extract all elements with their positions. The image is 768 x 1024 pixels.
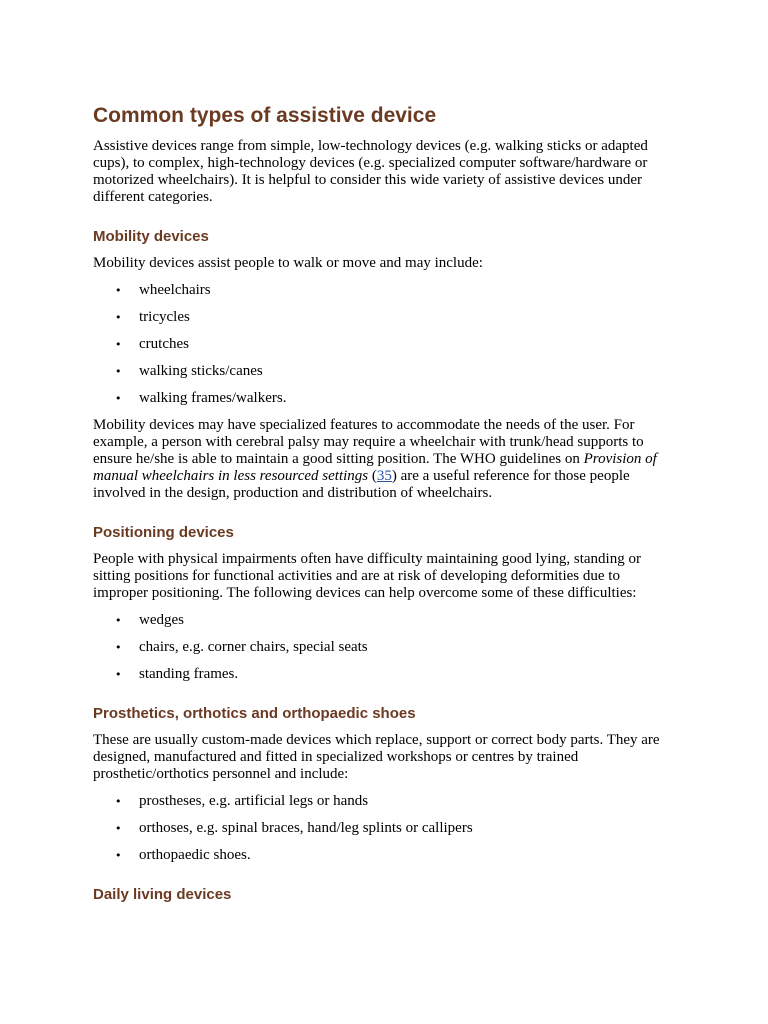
list-item <box>93 363 673 380</box>
intro-paragraph: Assistive devices range from simple, low-technology devices (e.g. walking sticks or adapted cups), to complex, high-technology devices (e.g. specialized computer software/hardware or motorized wheelchairs). It is helpful to consider this wide variety of assistive devices under different categories. <box>93 138 648 205</box>
bullet-icon: • <box>115 365 122 378</box>
positioning-heading: Positioning devices <box>93 524 234 541</box>
prosthetics-heading: Prosthetics, orthotics and orthopaedic shoes <box>93 705 416 722</box>
bullet-icon: • <box>115 668 122 681</box>
list-item-text: standing frames. <box>139 666 239 682</box>
page-title: Common types of assistive device <box>93 104 437 127</box>
bullet-icon: • <box>115 392 122 405</box>
list-item <box>93 666 673 683</box>
list-item <box>93 390 673 407</box>
list-item-text: prostheses, e.g. artificial legs or hands <box>139 793 369 809</box>
mobility-body-text-2: ) are a useful reference for those people involved in the design, production and distribution of wheelchairs. <box>93 468 630 501</box>
list-item-text: chairs, e.g. corner chairs, special seats <box>139 639 368 655</box>
list-item <box>93 847 673 864</box>
bullet-icon: • <box>115 311 122 324</box>
section-spacer <box>93 693 673 705</box>
list-item <box>93 639 673 656</box>
list-item-text: tricycles <box>139 309 190 325</box>
list-item <box>93 793 673 810</box>
bullet-icon: • <box>115 822 122 835</box>
bullet-icon: • <box>115 614 122 627</box>
bullet-icon: • <box>115 284 122 297</box>
list-item-text: orthoses, e.g. spinal braces, hand/leg splints or callipers <box>139 820 473 836</box>
list-item-text: orthopaedic shoes. <box>139 847 251 863</box>
mobility-body <box>93 417 673 502</box>
mobility-lead: Mobility devices assist people to walk or move and may include: <box>93 255 483 271</box>
bullet-icon: • <box>115 849 122 862</box>
mobility-body-text-1: Mobility devices may have specialized features to accommodate the needs of the user. For example, a person with cerebral palsy may require a wheelchair with trunk/head supports to ensure he/she is able to maintain a good sitting position. The WHO guidelines on <box>93 417 644 467</box>
bullet-icon: • <box>115 338 122 351</box>
prosthetics-list <box>93 793 673 864</box>
guideline-title: Provision of manual wheelchairs in less resourced settings <box>93 451 657 484</box>
list-item <box>93 336 673 353</box>
list-item-text: wedges <box>139 612 184 628</box>
positioning-lead: People with physical impairments often have difficulty maintaining good lying, standing or sitting positions for functional activities and are at risk of developing deformities due to improper positioning. The following devices can help overcome some of these difficulties: <box>93 551 641 601</box>
bullet-icon: • <box>115 795 122 808</box>
daily-living-heading: Daily living devices <box>93 886 232 903</box>
reference-link-35[interactable]: 35 <box>376 468 392 484</box>
mobility-list <box>93 282 673 407</box>
list-item <box>93 820 673 837</box>
mobility-heading: Mobility devices <box>93 228 209 245</box>
section-spacer <box>93 874 673 886</box>
prosthetics-lead: These are usually custom-made devices which replace, support or correct body parts. They are designed, manufactured and fitted in specialized workshops or centres by trained prosthetic/orthotics personnel and include: <box>93 732 660 782</box>
list-item <box>93 282 673 299</box>
bullet-icon: • <box>115 641 122 654</box>
open-paren: ( <box>368 468 377 484</box>
list-item-text: wheelchairs <box>139 282 211 298</box>
list-item-text: crutches <box>139 336 189 352</box>
document-page <box>93 103 673 913</box>
list-item-text: walking sticks/canes <box>139 363 263 379</box>
list-item-text: walking frames/walkers. <box>139 390 287 406</box>
list-item <box>93 309 673 326</box>
list-item <box>93 612 673 629</box>
positioning-list <box>93 612 673 683</box>
